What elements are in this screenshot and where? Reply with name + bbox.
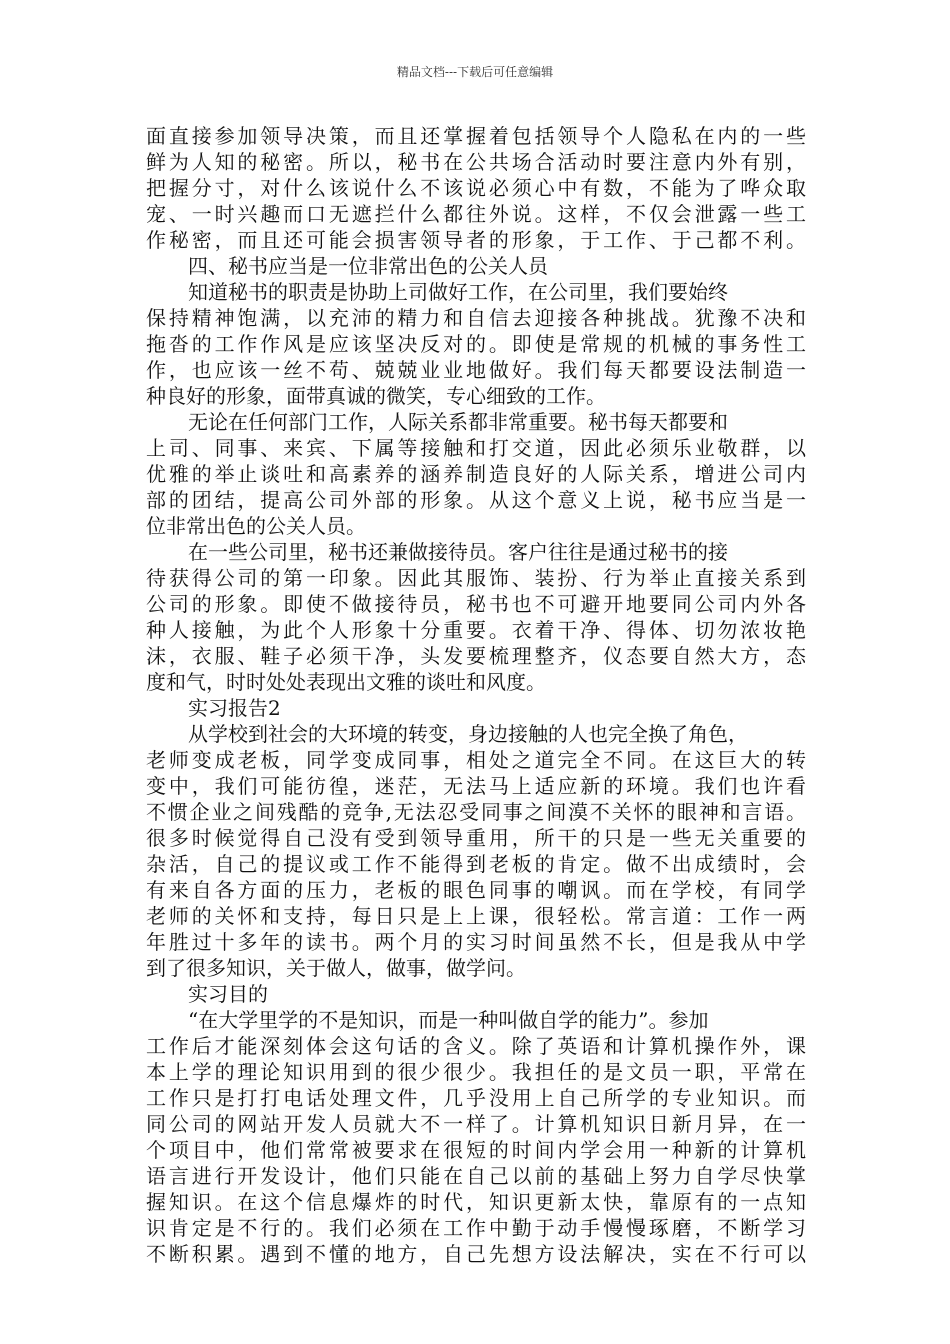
text-line: “在大学里学的不是知识，而是一种叫做自学的能力”。参加: [188, 1008, 709, 1032]
text-line: 本上学的理论知识用到的很少很少。我担任的是文员一职，平常在: [146, 1060, 806, 1084]
text-line: 不惯企业之间残酷的竞争,无法忍受同事之间漠不关怀的眼神和言语。: [146, 800, 806, 824]
text-line: 种良好的形象，面带真诚的微笑，专心细致的工作。: [146, 384, 606, 408]
page-header: 精品文档---下载后可任意编辑: [396, 65, 554, 79]
text-line: 握知识。在这个信息爆炸的时代，知识更新太快，靠原有的一点知: [146, 1190, 806, 1214]
text-line: 度和气，时时处处表现出文雅的谈吐和风度。: [146, 670, 546, 694]
text-line: 位非常出色的公关人员。: [146, 514, 366, 538]
section-heading: 实习报告2: [188, 696, 281, 720]
text-line: 优雅的举止谈吐和高素养的涵养制造良好的人际关系，增进公司内: [146, 462, 806, 486]
text-line: 面直接参加领导决策，而且还掌握着包括领导个人隐私在内的一些: [146, 124, 806, 148]
text-line: 从学校到社会的大环境的转变，身边接触的人也完全换了角色，: [188, 722, 748, 746]
text-line: 有来自各方面的压力，老板的眼色同事的嘲讽。而在学校，有同学: [146, 878, 806, 902]
text-line: 作，也应该一丝不苟、兢兢业业地做好。我们每天都要设法制造一: [146, 358, 806, 382]
text-line: 识肯定是不行的。我们必须在工作中勤于动手慢慢琢磨，不断学习: [146, 1216, 806, 1240]
document-body: [146, 123, 826, 1267]
text-line: 变中，我们可能彷徨，迷茫，无法马上适应新的环境。我们也许看: [146, 774, 806, 798]
text-line: 无论在任何部门工作，人际关系都非常重要。秘书每天都要和: [188, 410, 728, 434]
text-line: 公司的形象。即使不做接待员，秘书也不可避开地要同公司内外各: [146, 592, 806, 616]
text-line: 宠、一时兴趣而口无遮拦什么都往外说。这样，不仅会泄露一些工: [146, 202, 806, 226]
text-line: 年胜过十多年的读书。两个月的实习时间虽然不长，但是我从中学: [146, 930, 806, 954]
text-line: 工作后才能深刻体会这句话的含义。除了英语和计算机操作外，课: [146, 1034, 806, 1058]
text-line: 把握分寸，对什么该说什么不该说必须心中有数，不能为了哗众取: [146, 176, 806, 200]
text-line: 沫，衣服、鞋子必须干净，头发要梳理整齐，仪态要自然大方，态: [146, 644, 806, 668]
text-line: 不断积累。遇到不懂的地方，自己先想方设法解决，实在不行可以: [146, 1242, 806, 1266]
text-line: 待获得公司的第一印象。因此其服饰、装扮、行为举止直接关系到: [146, 566, 806, 590]
text-line: 语言进行开发设计，他们只能在自己以前的基础上努力自学尽快掌: [146, 1164, 806, 1188]
text-line: 到了很多知识，关于做人，做事，做学问。: [146, 956, 526, 980]
text-line: 拖沓的工作作风是应该坚决反对的。即使是常规的机械的事务性工: [146, 332, 806, 356]
text-line: 作秘密，而且还可能会损害领导者的形象，于工作、于己都不利。: [146, 228, 806, 252]
text-line: 鲜为人知的秘密。所以，秘书在公共场合活动时要注意内外有别，: [146, 150, 806, 174]
text-line: 上司、同事、来宾、下属等接触和打交道，因此必须乐业敬群，以: [146, 436, 806, 460]
text-line: 老师变成老板，同学变成同事，相处之道完全不同。在这巨大的转: [146, 748, 806, 772]
text-line: 保持精神饱满，以充沛的精力和自信去迎接各种挑战。犹豫不决和: [146, 306, 806, 330]
text-line: 同公司的网站开发人员就大不一样了。计算机知识日新月异，在一: [146, 1112, 806, 1136]
text-line: 老师的关怀和支持，每日只是上上课，很轻松。常言道：工作一两: [146, 904, 806, 928]
text-line: 知道秘书的职责是协助上司做好工作，在公司里，我们要始终: [188, 280, 728, 304]
text-line: 个项目中，他们常常被要求在很短的时间内学会用一种新的计算机: [146, 1138, 806, 1162]
section-heading: 实习目的: [188, 982, 268, 1006]
text-line: 很多时候觉得自己没有受到领导重用，所干的只是一些无关重要的: [146, 826, 806, 850]
section-heading: 四、秘书应当是一位非常出色的公关人员: [188, 254, 548, 278]
text-line: 种人接触，为此个人形象十分重要。衣着干净、得体、切勿浓妆艳: [146, 618, 806, 642]
text-line: 在一些公司里，秘书还兼做接待员。客户往往是通过秘书的接: [188, 540, 728, 564]
text-line: 杂活，自己的提议或工作不能得到老板的肯定。做不出成绩时，会: [146, 852, 806, 876]
text-line: 部的团结，提高公司外部的形象。从这个意义上说，秘书应当是一: [146, 488, 806, 512]
text-line: 工作只是打打电话处理文件，几乎没用上自己所学的专业知识。而: [146, 1086, 806, 1110]
